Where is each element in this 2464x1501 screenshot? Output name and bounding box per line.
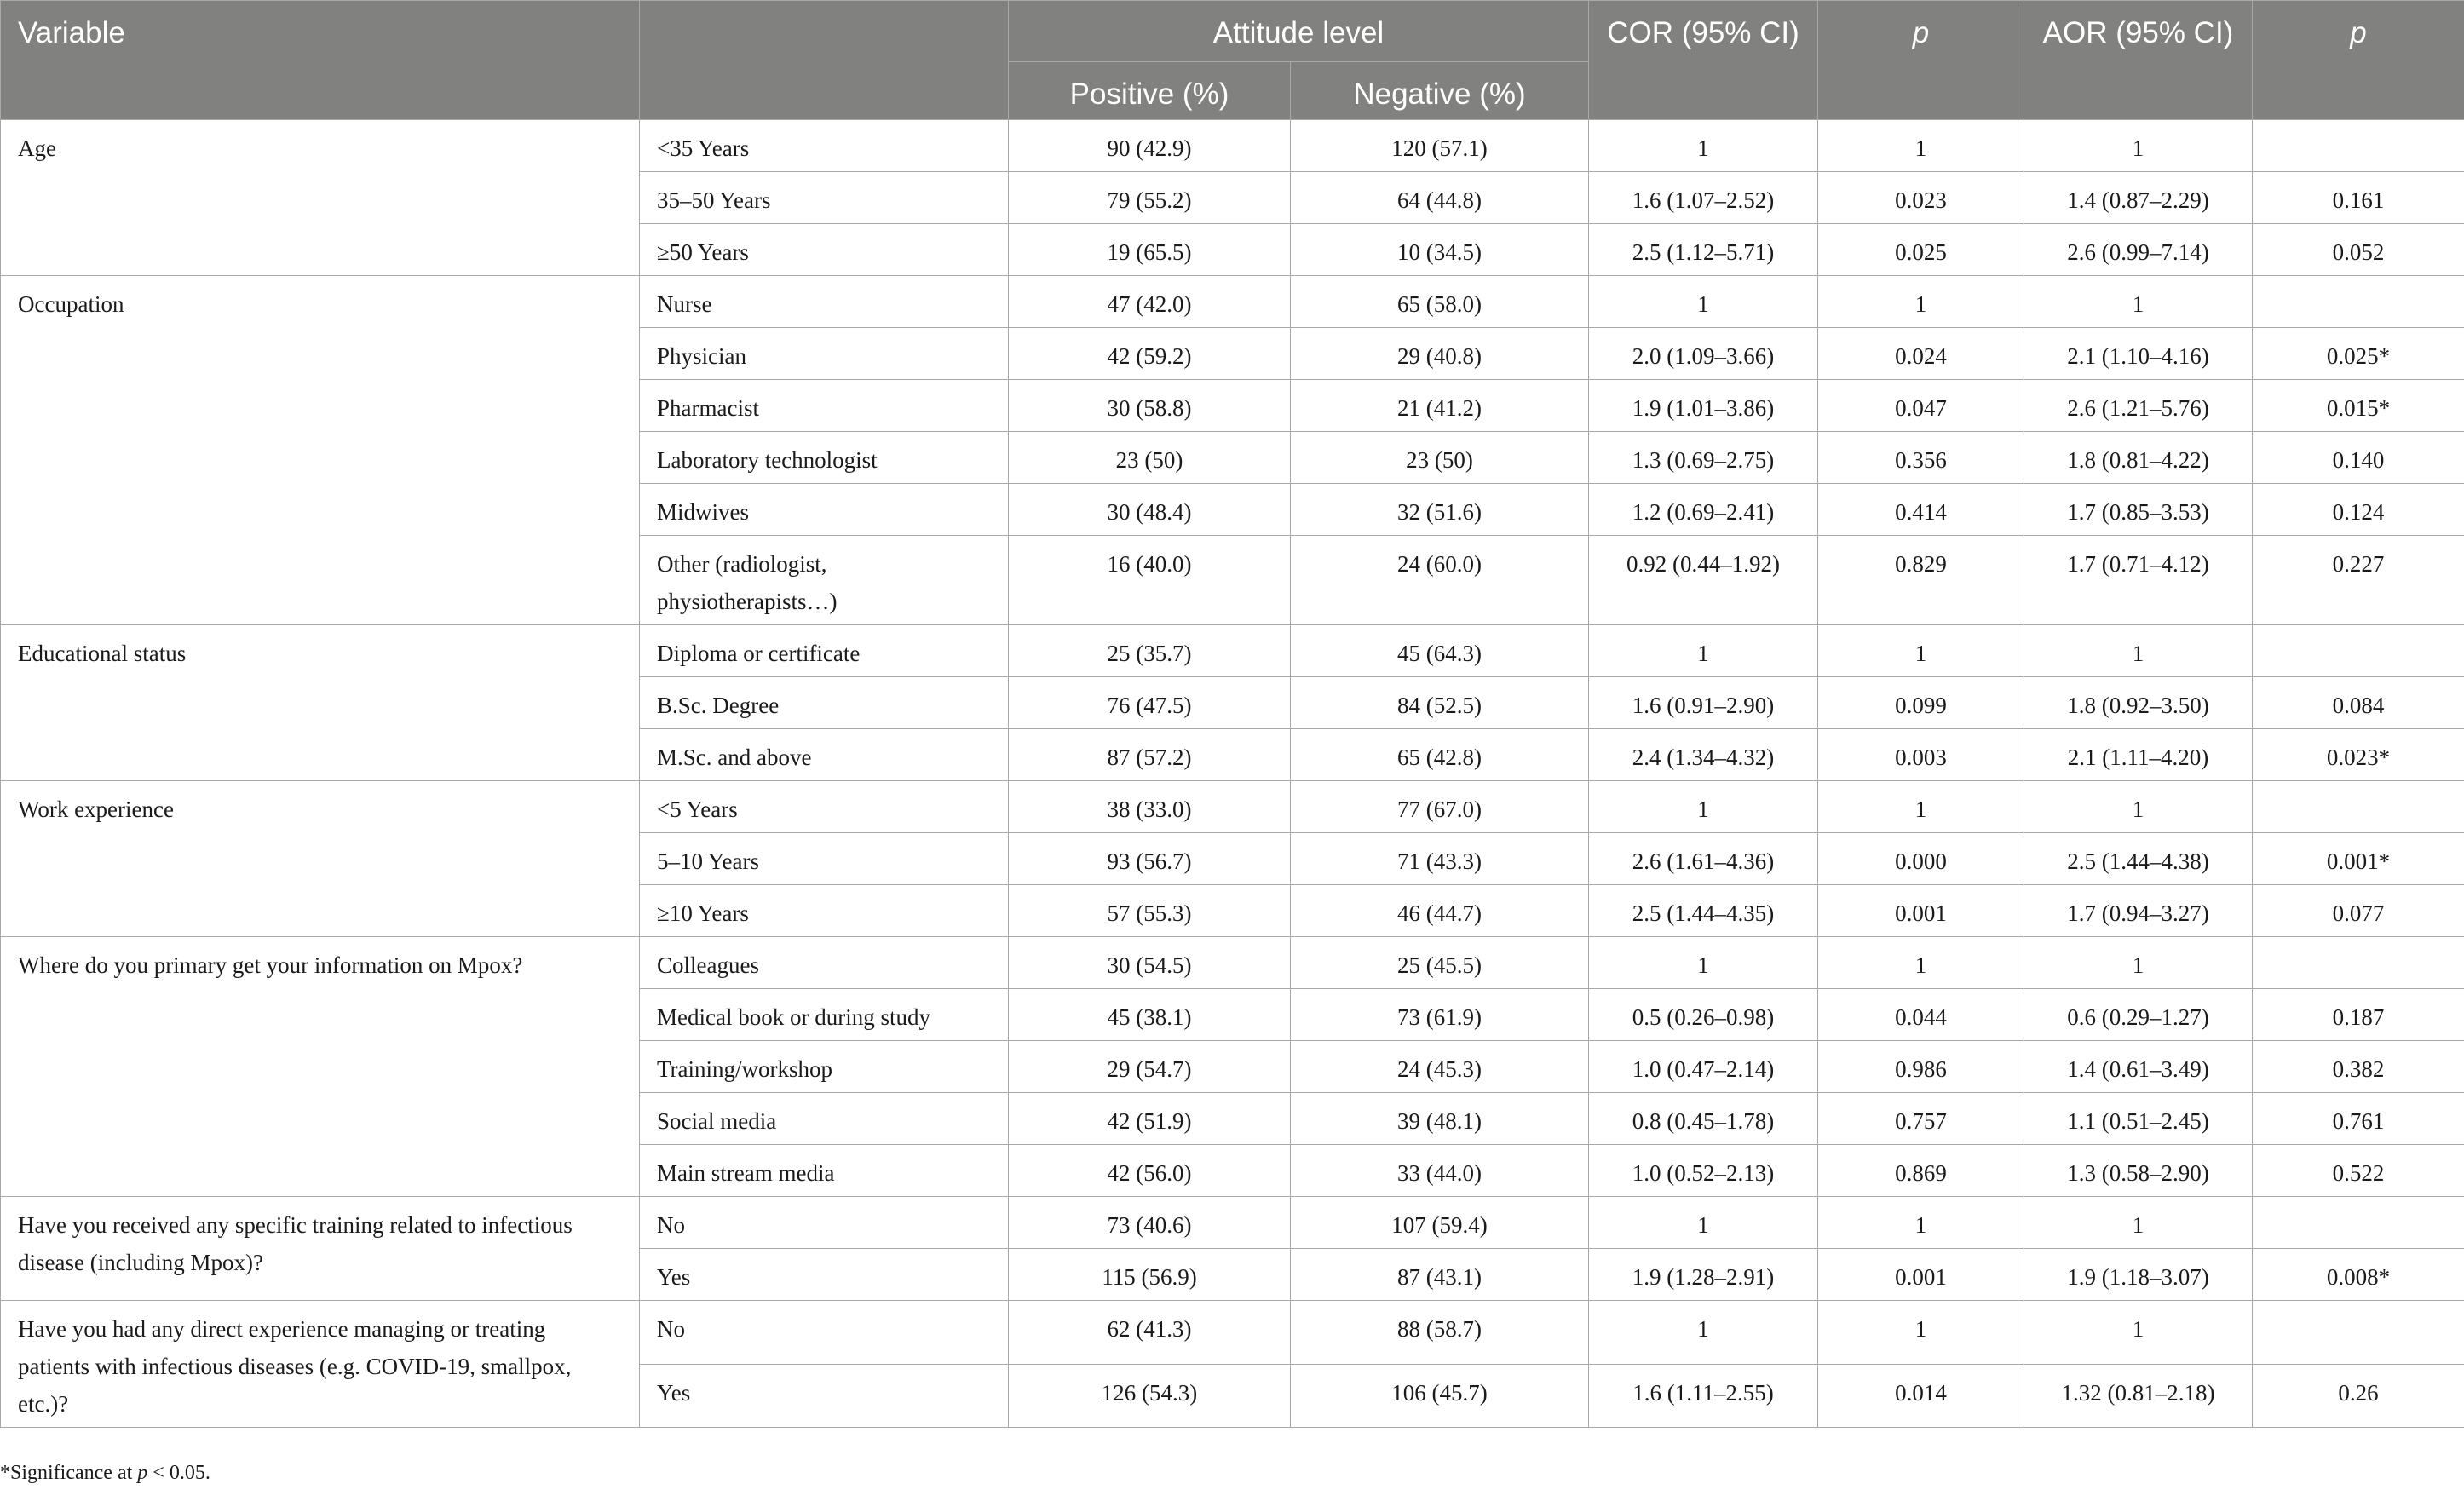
cor-cell: 1 <box>1589 120 1818 172</box>
negative-cell: 32 (51.6) <box>1291 484 1589 536</box>
category-cell: 5–10 Years <box>640 833 1009 885</box>
positive-cell: 73 (40.6) <box>1009 1197 1291 1249</box>
cor-cell: 1 <box>1589 781 1818 833</box>
positive-cell: 38 (33.0) <box>1009 781 1291 833</box>
p-aor-cell: 0.077 <box>2253 885 2464 937</box>
aor-cell: 1.7 (0.71–4.12) <box>2024 536 2253 625</box>
negative-cell: 71 (43.3) <box>1291 833 1589 885</box>
positive-cell: 23 (50) <box>1009 432 1291 484</box>
p-aor-cell: 0.161 <box>2253 172 2464 224</box>
positive-cell: 93 (56.7) <box>1009 833 1291 885</box>
footnote <box>0 1462 210 1485</box>
p-cor-cell: 1 <box>1818 937 2024 989</box>
cor-cell: 1 <box>1589 937 1818 989</box>
aor-cell: 1.9 (1.18–3.07) <box>2024 1249 2253 1301</box>
aor-cell: 1.7 (0.94–3.27) <box>2024 885 2253 937</box>
cor-cell: 1.9 (1.28–2.91) <box>1589 1249 1818 1301</box>
p-aor-cell: 0.015* <box>2253 380 2464 432</box>
header-aor: AOR (95% CI) <box>2024 1 2253 120</box>
positive-cell: 90 (42.9) <box>1009 120 1291 172</box>
p-aor-cell: 0.227 <box>2253 536 2464 625</box>
negative-cell: 23 (50) <box>1291 432 1589 484</box>
aor-cell: 1.8 (0.81–4.22) <box>2024 432 2253 484</box>
aor-cell: 1.3 (0.58–2.90) <box>2024 1145 2253 1197</box>
p-aor-cell <box>2253 781 2464 833</box>
negative-cell: 88 (58.7) <box>1291 1301 1589 1365</box>
p-aor-cell: 0.052 <box>2253 224 2464 276</box>
p-cor-cell: 0.986 <box>1818 1041 2024 1093</box>
negative-cell: 120 (57.1) <box>1291 120 1589 172</box>
cor-cell: 2.0 (1.09–3.66) <box>1589 328 1818 380</box>
negative-cell: 73 (61.9) <box>1291 989 1589 1041</box>
table-row <box>1 781 2464 833</box>
table-body <box>1 120 2464 1428</box>
header-variable: Variable <box>1 1 640 120</box>
table-row <box>1 937 2464 989</box>
footnote-suffix: < 0.05. <box>147 1462 210 1484</box>
cor-cell: 0.92 (0.44–1.92) <box>1589 536 1818 625</box>
p-aor-cell: 0.084 <box>2253 677 2464 729</box>
p-cor-cell: 0.001 <box>1818 1249 2024 1301</box>
positive-cell: 126 (54.3) <box>1009 1364 1291 1428</box>
header-negative: Negative (%) <box>1291 62 1589 120</box>
positive-cell: 30 (54.5) <box>1009 937 1291 989</box>
positive-cell: 25 (35.7) <box>1009 625 1291 677</box>
positive-cell: 19 (65.5) <box>1009 224 1291 276</box>
aor-cell: 2.1 (1.11–4.20) <box>2024 729 2253 781</box>
aor-cell: 1 <box>2024 781 2253 833</box>
aor-cell: 1.7 (0.85–3.53) <box>2024 484 2253 536</box>
table-row <box>1 120 2464 172</box>
p-aor-cell: 0.124 <box>2253 484 2464 536</box>
negative-cell: 21 (41.2) <box>1291 380 1589 432</box>
category-cell: Physician <box>640 328 1009 380</box>
p-cor-cell: 0.000 <box>1818 833 2024 885</box>
variable-cell: Age <box>1 120 640 276</box>
cor-cell: 1 <box>1589 625 1818 677</box>
aor-cell: 1 <box>2024 937 2253 989</box>
p-cor-cell: 1 <box>1818 625 2024 677</box>
p-cor-cell: 0.869 <box>1818 1145 2024 1197</box>
positive-cell: 115 (56.9) <box>1009 1249 1291 1301</box>
aor-cell: 2.6 (0.99–7.14) <box>2024 224 2253 276</box>
positive-cell: 87 (57.2) <box>1009 729 1291 781</box>
header-p-cor: p <box>1818 1 2024 120</box>
negative-cell: 25 (45.5) <box>1291 937 1589 989</box>
p-cor-cell: 0.414 <box>1818 484 2024 536</box>
negative-cell: 45 (64.3) <box>1291 625 1589 677</box>
negative-cell: 87 (43.1) <box>1291 1249 1589 1301</box>
p-cor-cell: 0.047 <box>1818 380 2024 432</box>
negative-cell: 64 (44.8) <box>1291 172 1589 224</box>
category-cell: Pharmacist <box>640 380 1009 432</box>
aor-cell: 1 <box>2024 1197 2253 1249</box>
table-row <box>1 1197 2464 1249</box>
aor-cell: 0.6 (0.29–1.27) <box>2024 989 2253 1041</box>
aor-cell: 1 <box>2024 625 2253 677</box>
negative-cell: 29 (40.8) <box>1291 328 1589 380</box>
cor-cell: 0.8 (0.45–1.78) <box>1589 1093 1818 1145</box>
positive-cell: 42 (56.0) <box>1009 1145 1291 1197</box>
p-cor-cell: 0.099 <box>1818 677 2024 729</box>
p-cor-cell: 0.044 <box>1818 989 2024 1041</box>
category-cell: Yes <box>640 1249 1009 1301</box>
footnote-p: p <box>137 1462 148 1484</box>
p-aor-cell: 0.522 <box>2253 1145 2464 1197</box>
aor-cell: 2.5 (1.44–4.38) <box>2024 833 2253 885</box>
positive-cell: 42 (51.9) <box>1009 1093 1291 1145</box>
table-row <box>1 1301 2464 1365</box>
negative-cell: 24 (45.3) <box>1291 1041 1589 1093</box>
positive-cell: 57 (55.3) <box>1009 885 1291 937</box>
p-aor-cell: 0.761 <box>2253 1093 2464 1145</box>
negative-cell: 46 (44.7) <box>1291 885 1589 937</box>
aor-cell: 1 <box>2024 120 2253 172</box>
variable-cell: Work experience <box>1 781 640 937</box>
positive-cell: 16 (40.0) <box>1009 536 1291 625</box>
category-cell: Colleagues <box>640 937 1009 989</box>
category-cell: Main stream media <box>640 1145 1009 1197</box>
cor-cell: 1.6 (1.07–2.52) <box>1589 172 1818 224</box>
variable-cell: Educational status <box>1 625 640 781</box>
aor-cell: 1.32 (0.81–2.18) <box>2024 1364 2253 1428</box>
category-cell: ≥50 Years <box>640 224 1009 276</box>
aor-cell: 2.1 (1.10–4.16) <box>2024 328 2253 380</box>
p-cor-cell: 1 <box>1818 276 2024 328</box>
p-aor-cell: 0.187 <box>2253 989 2464 1041</box>
header-p-aor: p <box>2253 1 2464 120</box>
negative-cell: 107 (59.4) <box>1291 1197 1589 1249</box>
p-cor-cell: 0.001 <box>1818 885 2024 937</box>
variable-cell: Have you had any direct experience managing or treating patients with infectious diseases (e.g. COVID-19, smallpox, etc.)? <box>1 1301 640 1428</box>
p-cor-cell: 0.014 <box>1818 1364 2024 1428</box>
p-cor-cell: 1 <box>1818 781 2024 833</box>
positive-cell: 79 (55.2) <box>1009 172 1291 224</box>
negative-cell: 106 (45.7) <box>1291 1364 1589 1428</box>
positive-cell: 29 (54.7) <box>1009 1041 1291 1093</box>
aor-cell: 1 <box>2024 276 2253 328</box>
category-cell: Medical book or during study <box>640 989 1009 1041</box>
cor-cell: 1 <box>1589 1301 1818 1365</box>
negative-cell: 24 (60.0) <box>1291 536 1589 625</box>
category-cell: <35 Years <box>640 120 1009 172</box>
p-cor-cell: 0.023 <box>1818 172 2024 224</box>
variable-cell: Have you received any specific training related to infectious disease (including Mpox)? <box>1 1197 640 1301</box>
p-aor-cell: 0.382 <box>2253 1041 2464 1093</box>
p-aor-cell: 0.008* <box>2253 1249 2464 1301</box>
positive-cell: 42 (59.2) <box>1009 328 1291 380</box>
negative-cell: 84 (52.5) <box>1291 677 1589 729</box>
category-cell: Social media <box>640 1093 1009 1145</box>
negative-cell: 33 (44.0) <box>1291 1145 1589 1197</box>
category-cell: 35–50 Years <box>640 172 1009 224</box>
p-aor-cell <box>2253 120 2464 172</box>
positive-cell: 45 (38.1) <box>1009 989 1291 1041</box>
category-cell: Training/workshop <box>640 1041 1009 1093</box>
table-row <box>1 625 2464 677</box>
cor-cell: 1.0 (0.52–2.13) <box>1589 1145 1818 1197</box>
p-cor-cell: 1 <box>1818 1301 2024 1365</box>
p-aor-cell: 0.025* <box>2253 328 2464 380</box>
category-cell: <5 Years <box>640 781 1009 833</box>
negative-cell: 39 (48.1) <box>1291 1093 1589 1145</box>
category-cell: Yes <box>640 1364 1009 1428</box>
p-cor-cell: 0.757 <box>1818 1093 2024 1145</box>
p-cor-cell: 1 <box>1818 120 2024 172</box>
cor-cell: 2.6 (1.61–4.36) <box>1589 833 1818 885</box>
cor-cell: 2.4 (1.34–4.32) <box>1589 729 1818 781</box>
cor-cell: 1.0 (0.47–2.14) <box>1589 1041 1818 1093</box>
cor-cell: 1.2 (0.69–2.41) <box>1589 484 1818 536</box>
aor-cell: 1.8 (0.92–3.50) <box>2024 677 2253 729</box>
cor-cell: 1.6 (0.91–2.90) <box>1589 677 1818 729</box>
positive-cell: 30 (48.4) <box>1009 484 1291 536</box>
category-cell: No <box>640 1301 1009 1365</box>
aor-cell: 2.6 (1.21–5.76) <box>2024 380 2253 432</box>
cor-cell: 1 <box>1589 1197 1818 1249</box>
positive-cell: 76 (47.5) <box>1009 677 1291 729</box>
p-cor-cell: 0.829 <box>1818 536 2024 625</box>
cor-cell: 2.5 (1.12–5.71) <box>1589 224 1818 276</box>
category-cell: Nurse <box>640 276 1009 328</box>
category-cell: Midwives <box>640 484 1009 536</box>
negative-cell: 10 (34.5) <box>1291 224 1589 276</box>
aor-cell: 1 <box>2024 1301 2253 1365</box>
p-cor-cell: 0.356 <box>1818 432 2024 484</box>
positive-cell: 62 (41.3) <box>1009 1301 1291 1365</box>
cor-cell: 1.3 (0.69–2.75) <box>1589 432 1818 484</box>
footnote-prefix: *Significance at <box>0 1462 138 1484</box>
cor-cell: 0.5 (0.26–0.98) <box>1589 989 1818 1041</box>
category-cell: Laboratory technologist <box>640 432 1009 484</box>
aor-cell: 1.4 (0.87–2.29) <box>2024 172 2253 224</box>
negative-cell: 77 (67.0) <box>1291 781 1589 833</box>
p-cor-cell: 0.025 <box>1818 224 2024 276</box>
header-category <box>640 1 1009 120</box>
variable-cell: Where do you primary get your information on Mpox? <box>1 937 640 1197</box>
negative-cell: 65 (58.0) <box>1291 276 1589 328</box>
cor-cell: 1.9 (1.01–3.86) <box>1589 380 1818 432</box>
category-cell: M.Sc. and above <box>640 729 1009 781</box>
p-aor-cell: 0.023* <box>2253 729 2464 781</box>
p-aor-cell: 0.26 <box>2253 1364 2464 1428</box>
p-cor-cell: 1 <box>1818 1197 2024 1249</box>
category-cell: Other (radiologist, physiotherapists…) <box>640 536 1009 625</box>
category-cell: B.Sc. Degree <box>640 677 1009 729</box>
header-cor: COR (95% CI) <box>1589 1 1818 120</box>
header-attitude-level: Attitude level <box>1009 1 1589 62</box>
p-aor-cell <box>2253 937 2464 989</box>
p-cor-cell: 0.003 <box>1818 729 2024 781</box>
negative-cell: 65 (42.8) <box>1291 729 1589 781</box>
variable-cell: Occupation <box>1 276 640 625</box>
p-aor-cell <box>2253 625 2464 677</box>
p-aor-cell <box>2253 1301 2464 1365</box>
cor-cell: 1 <box>1589 276 1818 328</box>
p-aor-cell: 0.001* <box>2253 833 2464 885</box>
positive-cell: 47 (42.0) <box>1009 276 1291 328</box>
positive-cell: 30 (58.8) <box>1009 380 1291 432</box>
header-positive: Positive (%) <box>1009 62 1291 120</box>
table-header <box>1 1 2464 120</box>
cor-cell: 2.5 (1.44–4.35) <box>1589 885 1818 937</box>
category-cell: No <box>640 1197 1009 1249</box>
aor-cell: 1.1 (0.51–2.45) <box>2024 1093 2253 1145</box>
aor-cell: 1.4 (0.61–3.49) <box>2024 1041 2253 1093</box>
p-aor-cell <box>2253 276 2464 328</box>
cor-cell: 1.6 (1.11–2.55) <box>1589 1364 1818 1428</box>
p-cor-cell: 0.024 <box>1818 328 2024 380</box>
category-cell: ≥10 Years <box>640 885 1009 937</box>
p-aor-cell <box>2253 1197 2464 1249</box>
p-aor-cell: 0.140 <box>2253 432 2464 484</box>
category-cell: Diploma or certificate <box>640 625 1009 677</box>
table-row <box>1 276 2464 328</box>
